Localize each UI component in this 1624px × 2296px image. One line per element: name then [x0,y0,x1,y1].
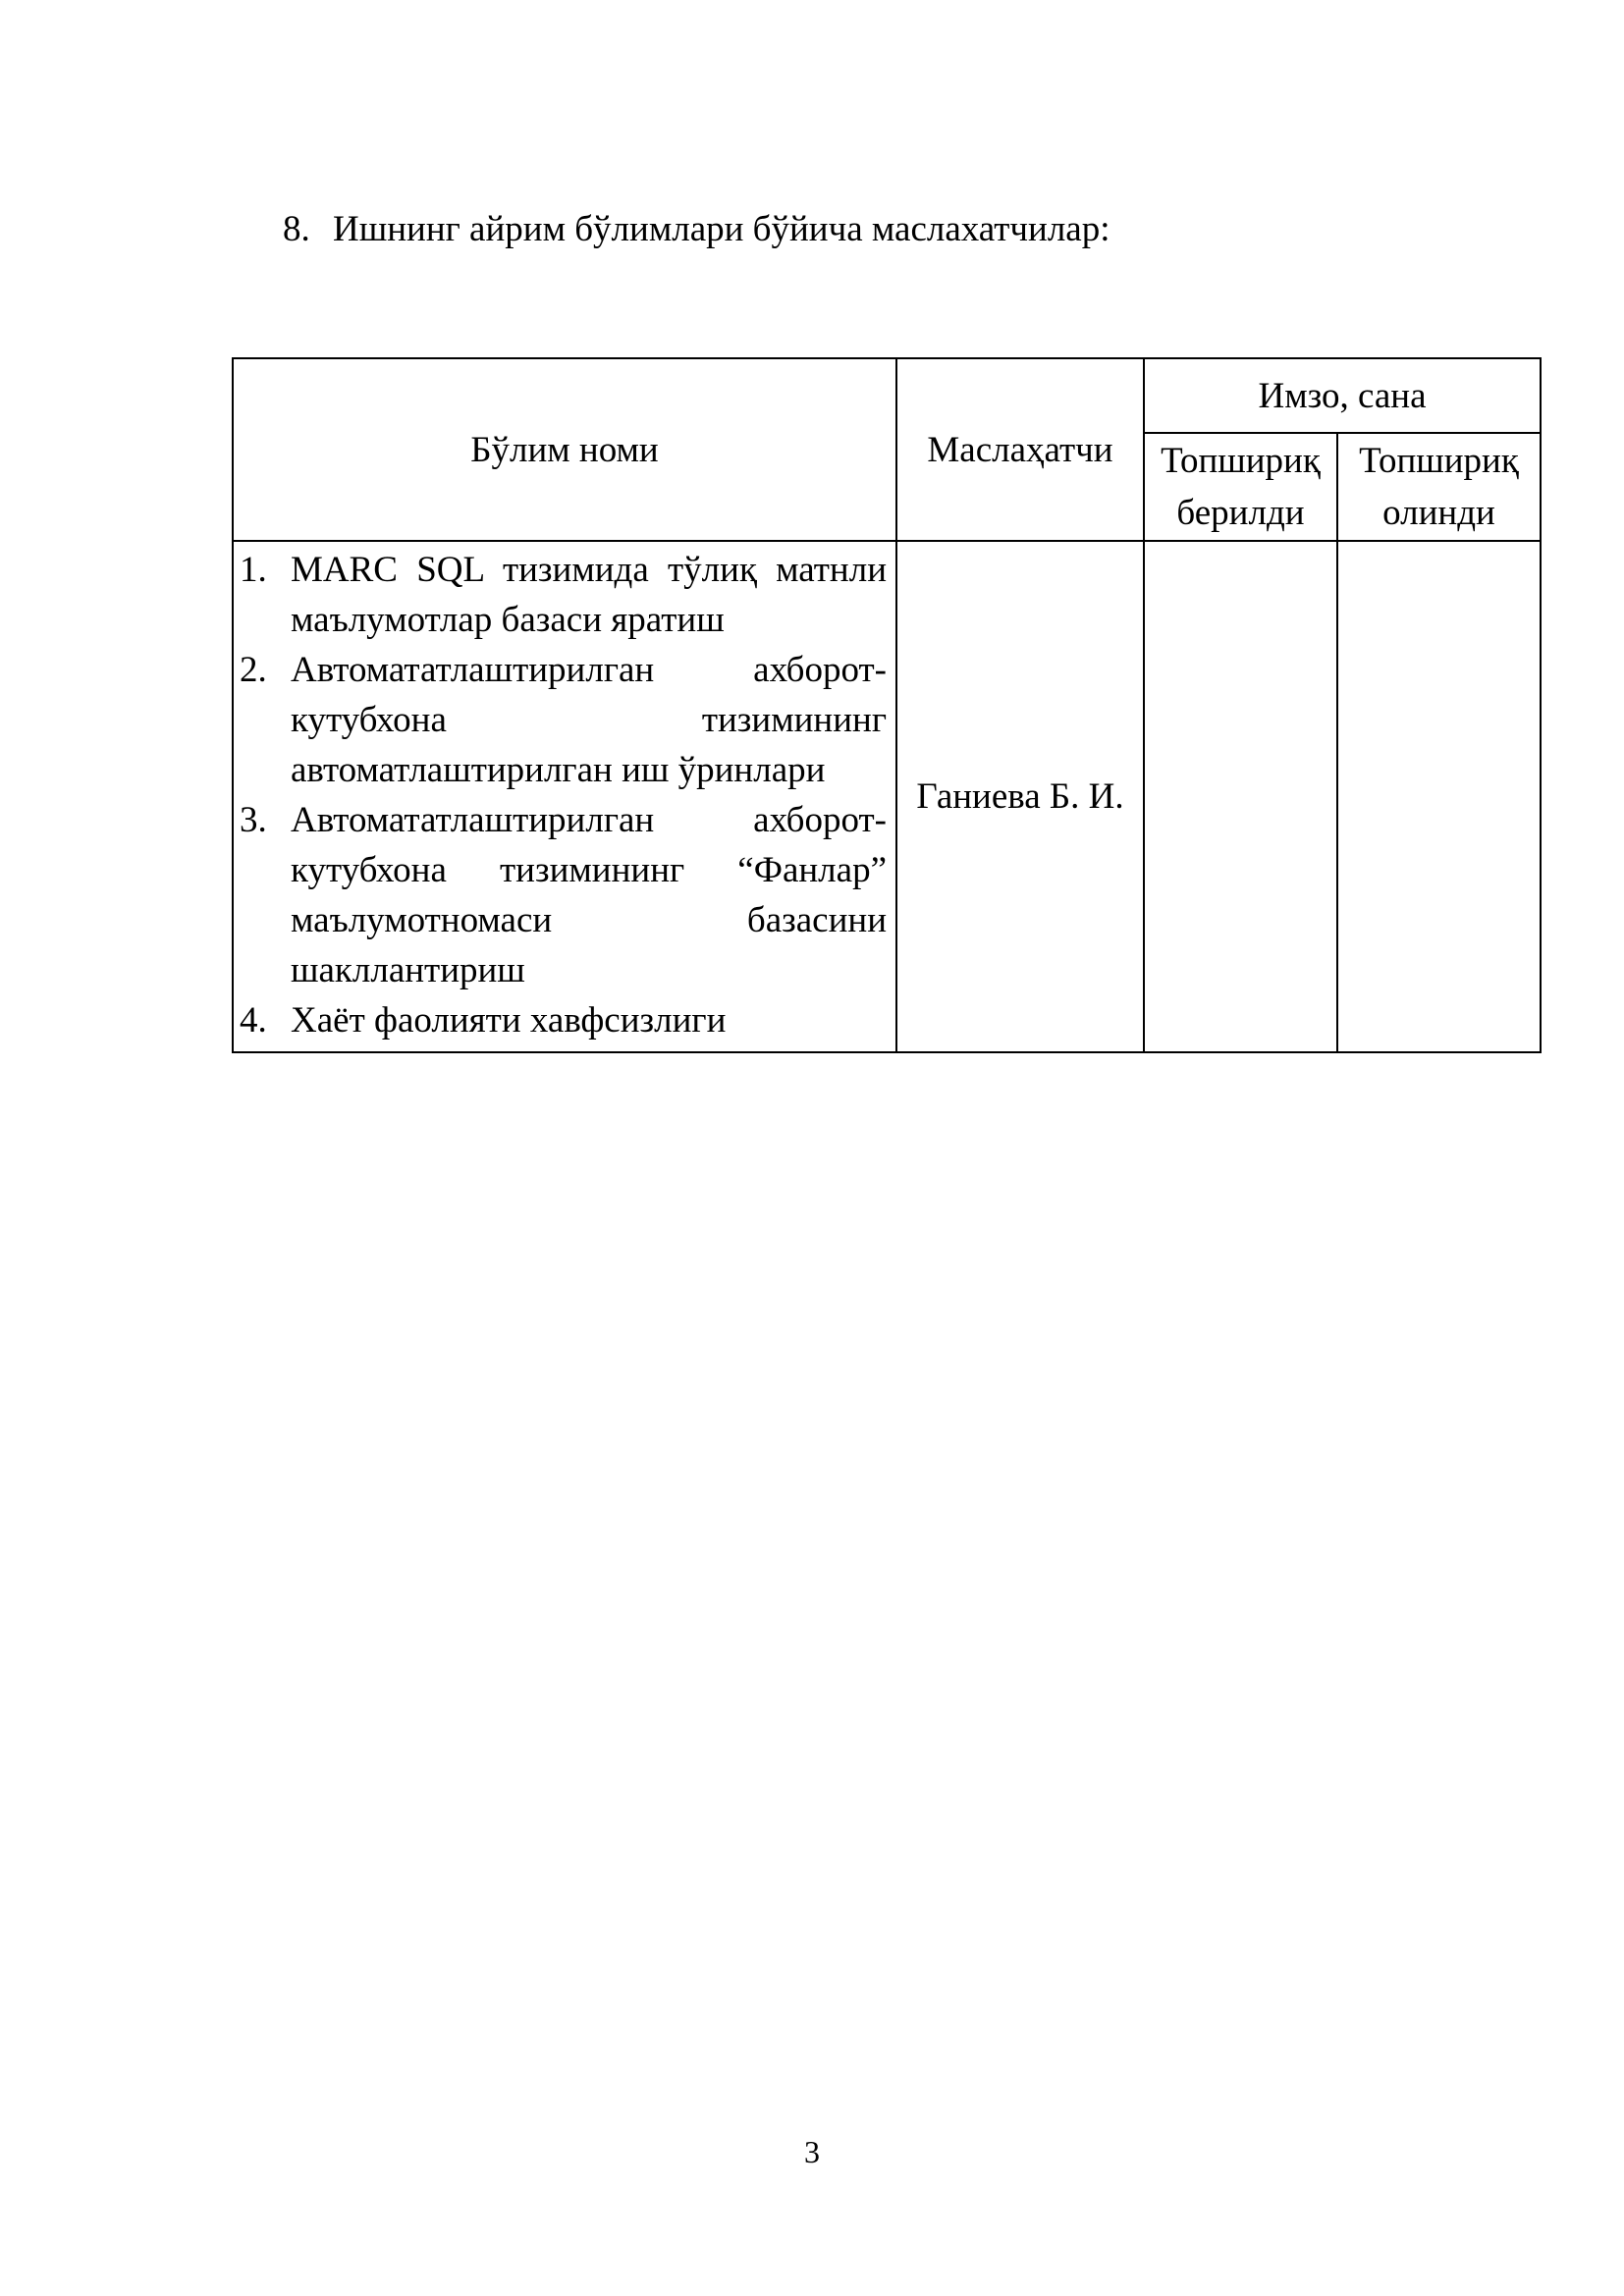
section-item-number: 3. [240,800,267,840]
section-item-text: Автомататлаштирилган ахборот-кутубхона тизимининг “Фанлар” маълумотномаси базасини шакллантириш [291,800,887,990]
sections-list-cell [233,541,896,1052]
section-heading-text: Ишнинг айрим бўлимлари бўйича маслахатчилар: [333,209,1110,249]
task-given-cell [1144,541,1337,1052]
header-task-given: Топшириқ берилди [1144,433,1337,541]
consultants-table [232,357,1542,1053]
section-heading [283,204,1110,255]
section-item-number: 1. [240,550,267,590]
header-signature-date: Имзо, сана [1144,358,1541,433]
section-item-text: MARC SQL тизимида тўлиқ матнли маълумотлар базаси яратиш [291,550,887,640]
section-item-number: 2. [240,650,267,690]
page-number: 3 [804,2134,820,2169]
section-item-number: 4. [240,1000,267,1041]
task-received-cell [1337,541,1541,1052]
section-item [240,645,887,795]
section-item-text: Автомататлаштирилган ахборот-кутубхона тизимининг автоматлаштирилган иш ўринлари [291,650,887,790]
section-item-text: Хаёт фаолияти хавфсизлиги [291,1000,727,1041]
table-header-row [233,358,1541,433]
header-section-name: Бўлим номи [233,358,896,541]
section-item [240,795,887,995]
header-consultant: Маслаҳатчи [896,358,1144,541]
section-item [240,995,887,1045]
section-item [240,545,887,645]
consultant-name: Ганиева Б. И. [896,541,1144,1052]
table-row [233,541,1541,1052]
section-heading-number: 8. [283,209,310,249]
header-task-received: Топшириқ олинди [1337,433,1541,541]
